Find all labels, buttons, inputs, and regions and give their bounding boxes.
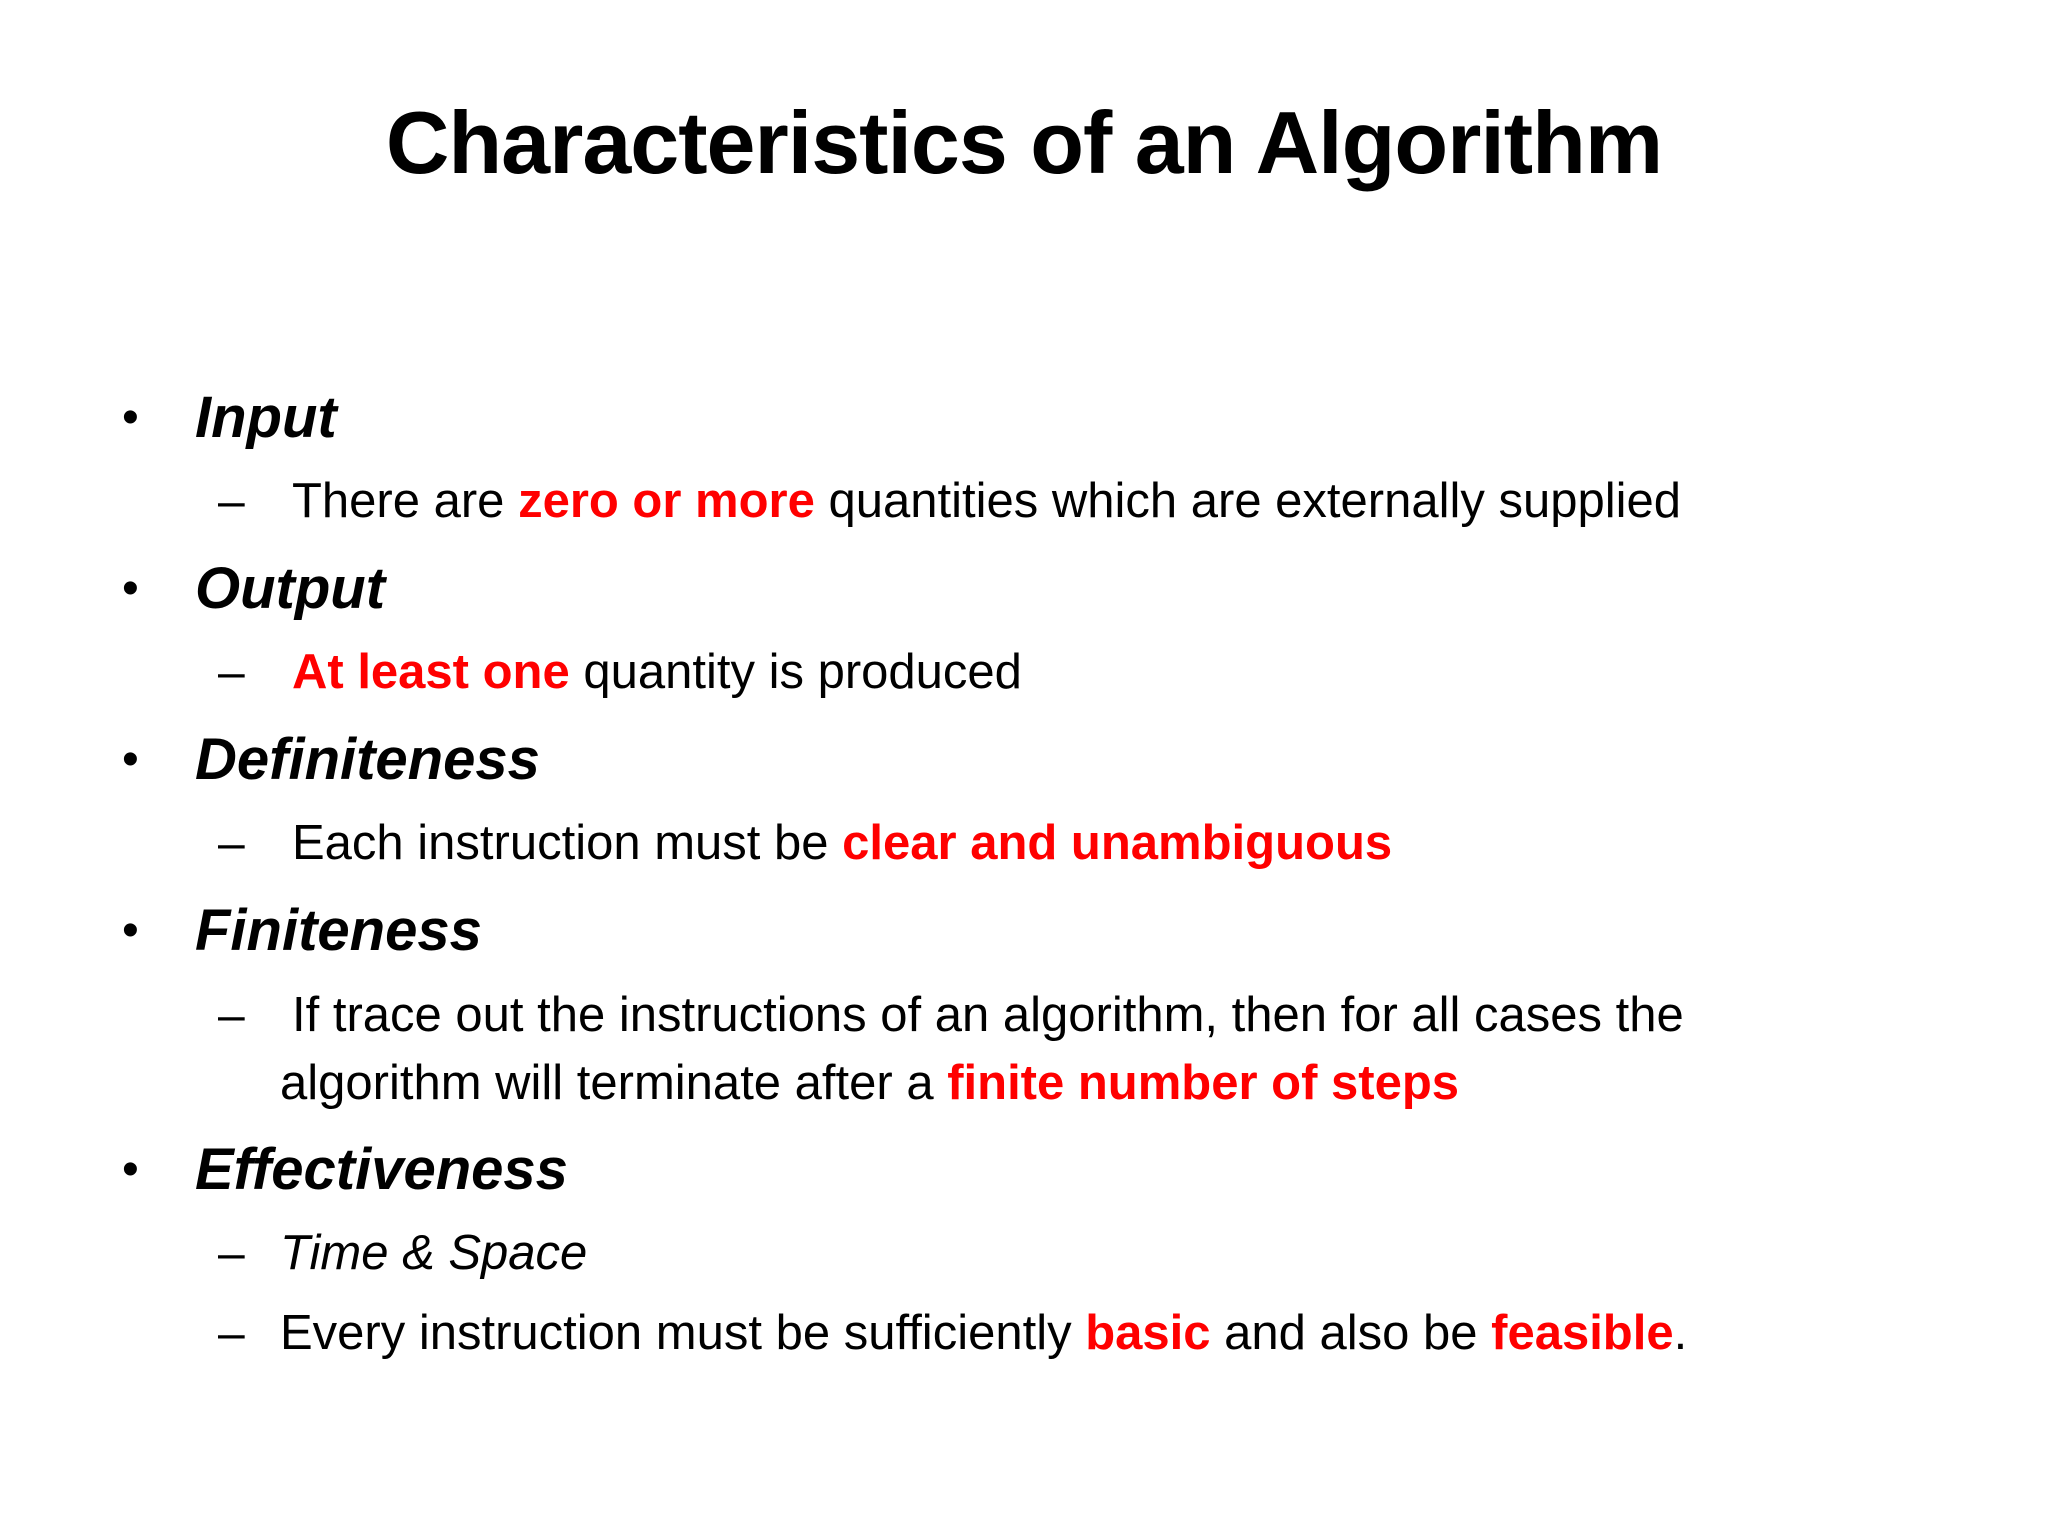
sub-text-segment: quantity is produced <box>569 645 1022 699</box>
sub-text-segment: Each instruction must be <box>292 816 843 870</box>
dash-icon: – <box>218 646 245 699</box>
bullet-icon: • <box>122 562 139 615</box>
sub-item-time-space: Time & Space <box>280 1226 588 1280</box>
sub-item-finiteness-line2 <box>280 1049 1459 1117</box>
highlight-text: At least one <box>292 645 570 699</box>
bullet-label-effectiveness: Effectiveness <box>195 1137 568 1202</box>
sub-text-segment: There are <box>292 474 519 528</box>
slide-title: Characteristics of an Algorithm <box>385 93 1663 192</box>
sub-item-finiteness-line1: If trace out the instructions of an algorithm, then for all cases the <box>292 988 1684 1042</box>
sub-text-segment: and also be <box>1210 1306 1492 1360</box>
sub-item-output <box>292 638 1022 706</box>
highlight-text: feasible <box>1491 1306 1674 1360</box>
dash-icon: – <box>218 475 245 528</box>
sub-item-definiteness <box>292 809 1392 877</box>
sub-item-effectiveness <box>280 1299 1687 1367</box>
sub-item-input <box>292 467 1681 535</box>
highlight-text: zero or more <box>518 474 815 528</box>
bullet-icon: • <box>122 904 139 957</box>
dash-icon: – <box>218 989 245 1042</box>
highlight-text: basic <box>1085 1306 1211 1360</box>
sub-text-segment: Every instruction must be sufficiently <box>280 1306 1086 1360</box>
highlight-text: finite number of steps <box>947 1056 1460 1110</box>
bullet-icon: • <box>122 1143 139 1196</box>
bullet-label-definiteness: Definiteness <box>195 727 540 792</box>
dash-icon: – <box>218 1307 245 1360</box>
bullet-label-output: Output <box>195 556 386 621</box>
sub-text-segment: quantities which are externally supplied <box>814 474 1682 528</box>
sub-text-segment: algorithm will terminate after a <box>280 1056 948 1110</box>
bullet-icon: • <box>122 733 139 786</box>
bullet-label-input: Input <box>195 385 337 450</box>
dash-icon: – <box>218 817 245 870</box>
bullet-icon: • <box>122 391 139 444</box>
bullet-label-finiteness: Finiteness <box>195 898 482 963</box>
highlight-text: clear and unambiguous <box>842 816 1393 870</box>
sub-text-segment: . <box>1673 1306 1688 1360</box>
dash-icon: – <box>218 1227 245 1280</box>
